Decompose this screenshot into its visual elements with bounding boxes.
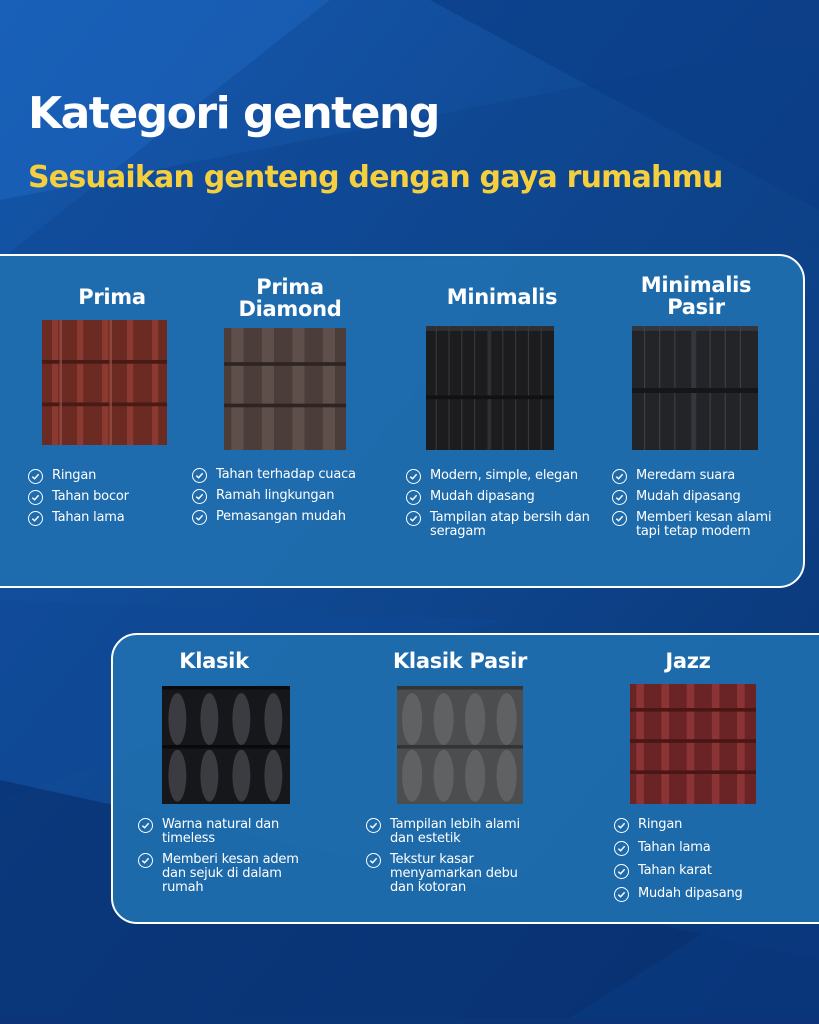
feature-item: Meredam suara	[612, 469, 792, 483]
roof-tile-image-klasik-pasir	[397, 686, 523, 804]
feature-item: Mudah dipasang	[614, 887, 784, 901]
check-circle-icon	[28, 490, 43, 505]
category-card-klasik	[132, 640, 332, 910]
feature-list	[614, 818, 784, 908]
feature-item: Ringan	[614, 818, 784, 832]
roof-tile-image-prima-diamond	[224, 328, 346, 450]
check-circle-icon	[366, 853, 381, 868]
check-circle-icon	[28, 469, 43, 484]
category-card-prima-diamond	[190, 270, 390, 540]
roof-tile-image-jazz	[630, 684, 756, 804]
feature-list	[138, 818, 328, 902]
check-circle-icon	[614, 841, 629, 856]
feature-list	[28, 469, 198, 532]
check-circle-icon	[406, 469, 421, 484]
feature-item: Pemasangan mudah	[192, 510, 388, 524]
check-circle-icon	[614, 818, 629, 833]
check-circle-icon	[138, 853, 153, 868]
feature-item: Tahan lama	[28, 511, 198, 525]
check-circle-icon	[612, 469, 627, 484]
roof-tile-image-minimalis	[426, 326, 554, 450]
check-circle-icon	[192, 510, 207, 525]
feature-item: Tahan terhadap cuaca	[192, 468, 388, 482]
feature-list	[192, 468, 388, 531]
check-circle-icon	[406, 490, 421, 505]
category-name: Minimalis Pasir	[640, 273, 752, 319]
feature-item: Modern, simple, elegan	[406, 469, 602, 483]
feature-item: Ramah lingkungan	[192, 489, 388, 503]
feature-item: Memberi kesan alami tapi tetap modern	[612, 511, 792, 539]
category-name: Minimalis	[446, 285, 558, 309]
feature-list	[366, 818, 556, 902]
check-circle-icon	[614, 864, 629, 879]
feature-item: Mudah dipasang	[612, 490, 792, 504]
feature-item: Tampilan lebih alami dan estetik	[366, 818, 556, 846]
page-subtitle: Sesuaikan genteng dengan gaya rumahmu	[28, 160, 723, 195]
roof-tile-image-minimalis-pasir	[632, 326, 758, 450]
category-card-klasik-pasir	[360, 640, 560, 910]
check-circle-icon	[366, 818, 381, 833]
category-card-jazz	[590, 640, 790, 910]
category-name: Klasik Pasir	[392, 649, 528, 673]
feature-item: Ringan	[28, 469, 198, 483]
feature-item: Tahan bocor	[28, 490, 198, 504]
category-card-prima	[22, 270, 202, 540]
check-circle-icon	[192, 468, 207, 483]
feature-item: Memberi kesan adem dan sejuk di dalam rumah	[138, 853, 328, 895]
feature-item: Tekstur kasar menyamarkan debu dan kotoran	[366, 853, 556, 895]
category-card-minimalis-pasir	[608, 270, 808, 550]
feature-item: Tampilan atap bersih dan seragam	[406, 511, 602, 539]
feature-item: Tahan lama	[614, 841, 784, 855]
category-name: Klasik	[179, 649, 249, 673]
category-name: Jazz	[665, 649, 711, 673]
category-name: Prima Diamond	[238, 275, 342, 321]
check-circle-icon	[406, 511, 421, 526]
feature-item: Tahan karat	[614, 864, 784, 878]
feature-list	[406, 469, 602, 546]
feature-item: Warna natural dan timeless	[138, 818, 328, 846]
feature-item: Mudah dipasang	[406, 490, 602, 504]
category-name: Prima	[78, 285, 146, 309]
roof-tile-image-klasik	[162, 686, 290, 804]
roof-tile-image-prima	[42, 320, 167, 445]
check-circle-icon	[192, 489, 207, 504]
check-circle-icon	[138, 818, 153, 833]
check-circle-icon	[614, 887, 629, 902]
category-card-minimalis	[402, 270, 602, 550]
check-circle-icon	[612, 511, 627, 526]
check-circle-icon	[612, 490, 627, 505]
page-title: Kategori genteng	[28, 88, 439, 139]
check-circle-icon	[28, 511, 43, 526]
feature-list	[612, 469, 792, 546]
